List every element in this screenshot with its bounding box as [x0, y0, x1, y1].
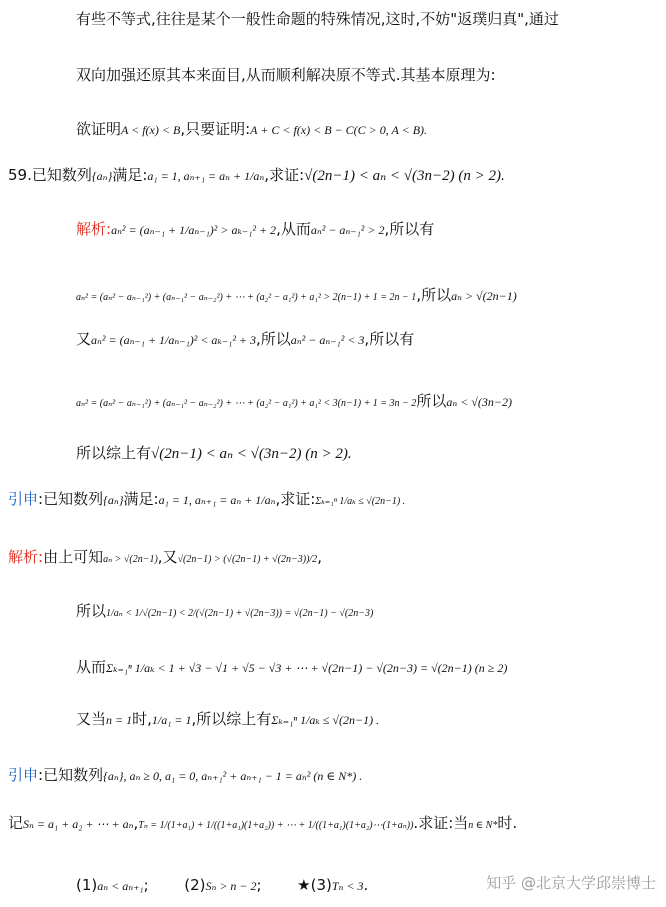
- text: 所以: [76, 602, 107, 620]
- text: 时.: [497, 814, 518, 832]
- math-sequence: {aₙ}: [91, 169, 113, 183]
- step-suoyi: [76, 600, 373, 625]
- text: 所以综上有: [76, 444, 152, 462]
- text: .: [363, 876, 369, 894]
- analysis-label: 解析:: [8, 548, 44, 566]
- math-expression: Σₖ₌₁ⁿ 1/aₖ < 1 + √3 − √1 + √5 − √3 + ⋯ + √(2n−1) − √(2n−3) = √(2n−1) (n ≥ 2): [106, 661, 508, 675]
- text: ,所以: [416, 286, 452, 304]
- math-expression: Tₙ = 1/(1+a₁) + 1/((1+a₁)(1+a₂)) + ⋯ + 1/((1+a₁)(1+a₂)⋯(1+aₙ)): [138, 820, 414, 831]
- watermark: 知乎 @北京大学邱崇博士: [486, 874, 656, 892]
- math-expression: aₙ < aₙ₊₁: [97, 879, 144, 893]
- math-recurrence: a₁ = 1, aₙ₊₁ = aₙ + 1/aₙ: [147, 169, 265, 183]
- analysis-label: 解析:: [76, 220, 112, 238]
- math-expression: Sₙ > n − 2: [205, 879, 257, 893]
- analysis-1: [76, 218, 434, 241]
- math-expression: aₙ < √(3n−2): [446, 395, 512, 409]
- equation-1: [76, 284, 517, 309]
- math-expression: aₙ² − aₙ₋₁² > 2: [310, 223, 385, 237]
- math-expression: Tₙ < 3: [331, 879, 364, 893]
- text: ,所以综上有: [191, 710, 272, 728]
- math-claim: √(2n−1) < aₙ < √(3n−2) (n > 2).: [151, 446, 352, 462]
- equation-2: [76, 390, 512, 415]
- math-expression: √(2n−1) > (√(2n−1) + √(2n−3))/2: [177, 554, 318, 565]
- math-expression: 1/a₁ = 1: [151, 713, 192, 727]
- text: ,只要证明:: [180, 120, 251, 138]
- text: ,所以: [256, 330, 291, 348]
- text: 又当: [76, 710, 107, 728]
- text: ,所以有: [384, 220, 435, 238]
- text: ,所以有: [364, 330, 415, 348]
- problem-number: 59.已知数列: [8, 166, 92, 184]
- math-conditions: {aₙ}, aₙ ≥ 0, a₁ = 0, aₙ₊₁² + aₙ₊₁ − 1 = aₙ² (n ∈ N*) .: [103, 769, 363, 783]
- text: 满足:: [123, 490, 159, 508]
- text: 时,: [132, 710, 152, 728]
- definition-line: [8, 812, 517, 837]
- math-inequality: A < f(x) < B: [121, 123, 181, 137]
- math-expression: n ∈ N*: [468, 820, 498, 831]
- text: 所以: [416, 392, 447, 410]
- principle-line: [76, 118, 427, 141]
- text: 满足:: [112, 166, 148, 184]
- text: ,又: [157, 548, 178, 566]
- question-number: (1): [76, 876, 98, 894]
- text-line-intro-2: 双向加强还原其本来面目,从而顺利解决原不等式.其基本原理为:: [76, 66, 496, 84]
- text: 从而: [76, 658, 107, 676]
- extension-2: [8, 764, 362, 787]
- star-icon: ★: [297, 876, 311, 894]
- extension-label: 引申: [8, 766, 39, 784]
- text: .求证:当: [413, 814, 469, 832]
- math-recurrence: a₁ = 1, aₙ₊₁ = aₙ + 1/aₙ: [158, 493, 276, 507]
- math-expression: aₙ² − aₙ₋₁² < 3: [290, 333, 365, 347]
- step-congerr: [76, 656, 507, 679]
- math-equation: aₙ² = (aₙ² − aₙ₋₁²) + (aₙ₋₁² − aₙ₋₂²) + ⋯ + (a₂² − a₁²) + a₁² > 2(n−1) + 1 = 2n − 1: [76, 292, 417, 303]
- conclusion-1: [76, 442, 352, 465]
- math-expression: aₙ² = (aₙ₋₁ + 1/aₙ₋₁)² > aₖ₋₁² + 2: [111, 223, 277, 237]
- problem-59: [8, 164, 505, 187]
- text: ,: [133, 814, 139, 832]
- analysis-2: [76, 328, 414, 351]
- question-number: (2): [184, 876, 206, 894]
- text: ,求证:: [275, 490, 316, 508]
- text: ;: [143, 876, 149, 894]
- text: ,求证:: [264, 166, 305, 184]
- math-claim: √(2n−1) < aₙ < √(3n−2) (n > 2).: [304, 168, 505, 184]
- math-equation: aₙ² = (aₙ² − aₙ₋₁²) + (aₙ₋₁² − aₙ₋₂²) + ⋯ + (a₂² − a₁²) + a₁² < 3(n−1) + 1 = 3n − 2: [76, 398, 417, 409]
- math-expression: n = 1: [106, 713, 133, 727]
- step-youdang: [76, 708, 379, 731]
- text-line-intro-1: 有些不等式,往往是某个一般性命题的特殊情况,这时,不妨"返璞归真",通过: [76, 10, 559, 28]
- math-inequality: A + C < f(x) < B − C(C > 0, A < B).: [250, 123, 428, 137]
- extension-label: 引申: [8, 490, 39, 508]
- text: 由上可知: [43, 548, 104, 566]
- math-claim: Σₖ₌₁ⁿ 1/aₖ ≤ √(2n−1) .: [315, 496, 406, 507]
- text: :已知数列: [38, 490, 104, 508]
- math-claim: Σₖ₌₁ⁿ 1/aₖ ≤ √(2n−1) .: [271, 713, 380, 727]
- text: 欲证明: [76, 120, 122, 138]
- math-expression: Sₙ = a₁ + a₂ + ⋯ + aₙ: [23, 817, 134, 831]
- text: 记: [8, 814, 24, 832]
- math-expression: aₙ² = (aₙ₋₁ + 1/aₙ₋₁)² < aₖ₋₁² + 3: [91, 333, 257, 347]
- text: 又: [76, 330, 92, 348]
- text: ;: [256, 876, 262, 894]
- math-expression: 1/aₙ < 1/√(2n−1) < 2/(√(2n−1) + √(2n−3)) = √(2n−1) − √(2n−3): [106, 608, 374, 619]
- text: ,从而: [276, 220, 311, 238]
- analysis-3: [8, 546, 322, 571]
- math-expression: aₙ > √(2n−1): [451, 289, 517, 303]
- question-number: (3): [310, 876, 332, 894]
- text: :已知数列: [38, 766, 104, 784]
- math-expression: aₙ > √(2n−1): [103, 554, 158, 565]
- questions-line: [76, 874, 368, 897]
- extension-1: [8, 488, 405, 513]
- math-sequence: {aₙ}: [103, 493, 124, 507]
- text: ,: [317, 548, 322, 566]
